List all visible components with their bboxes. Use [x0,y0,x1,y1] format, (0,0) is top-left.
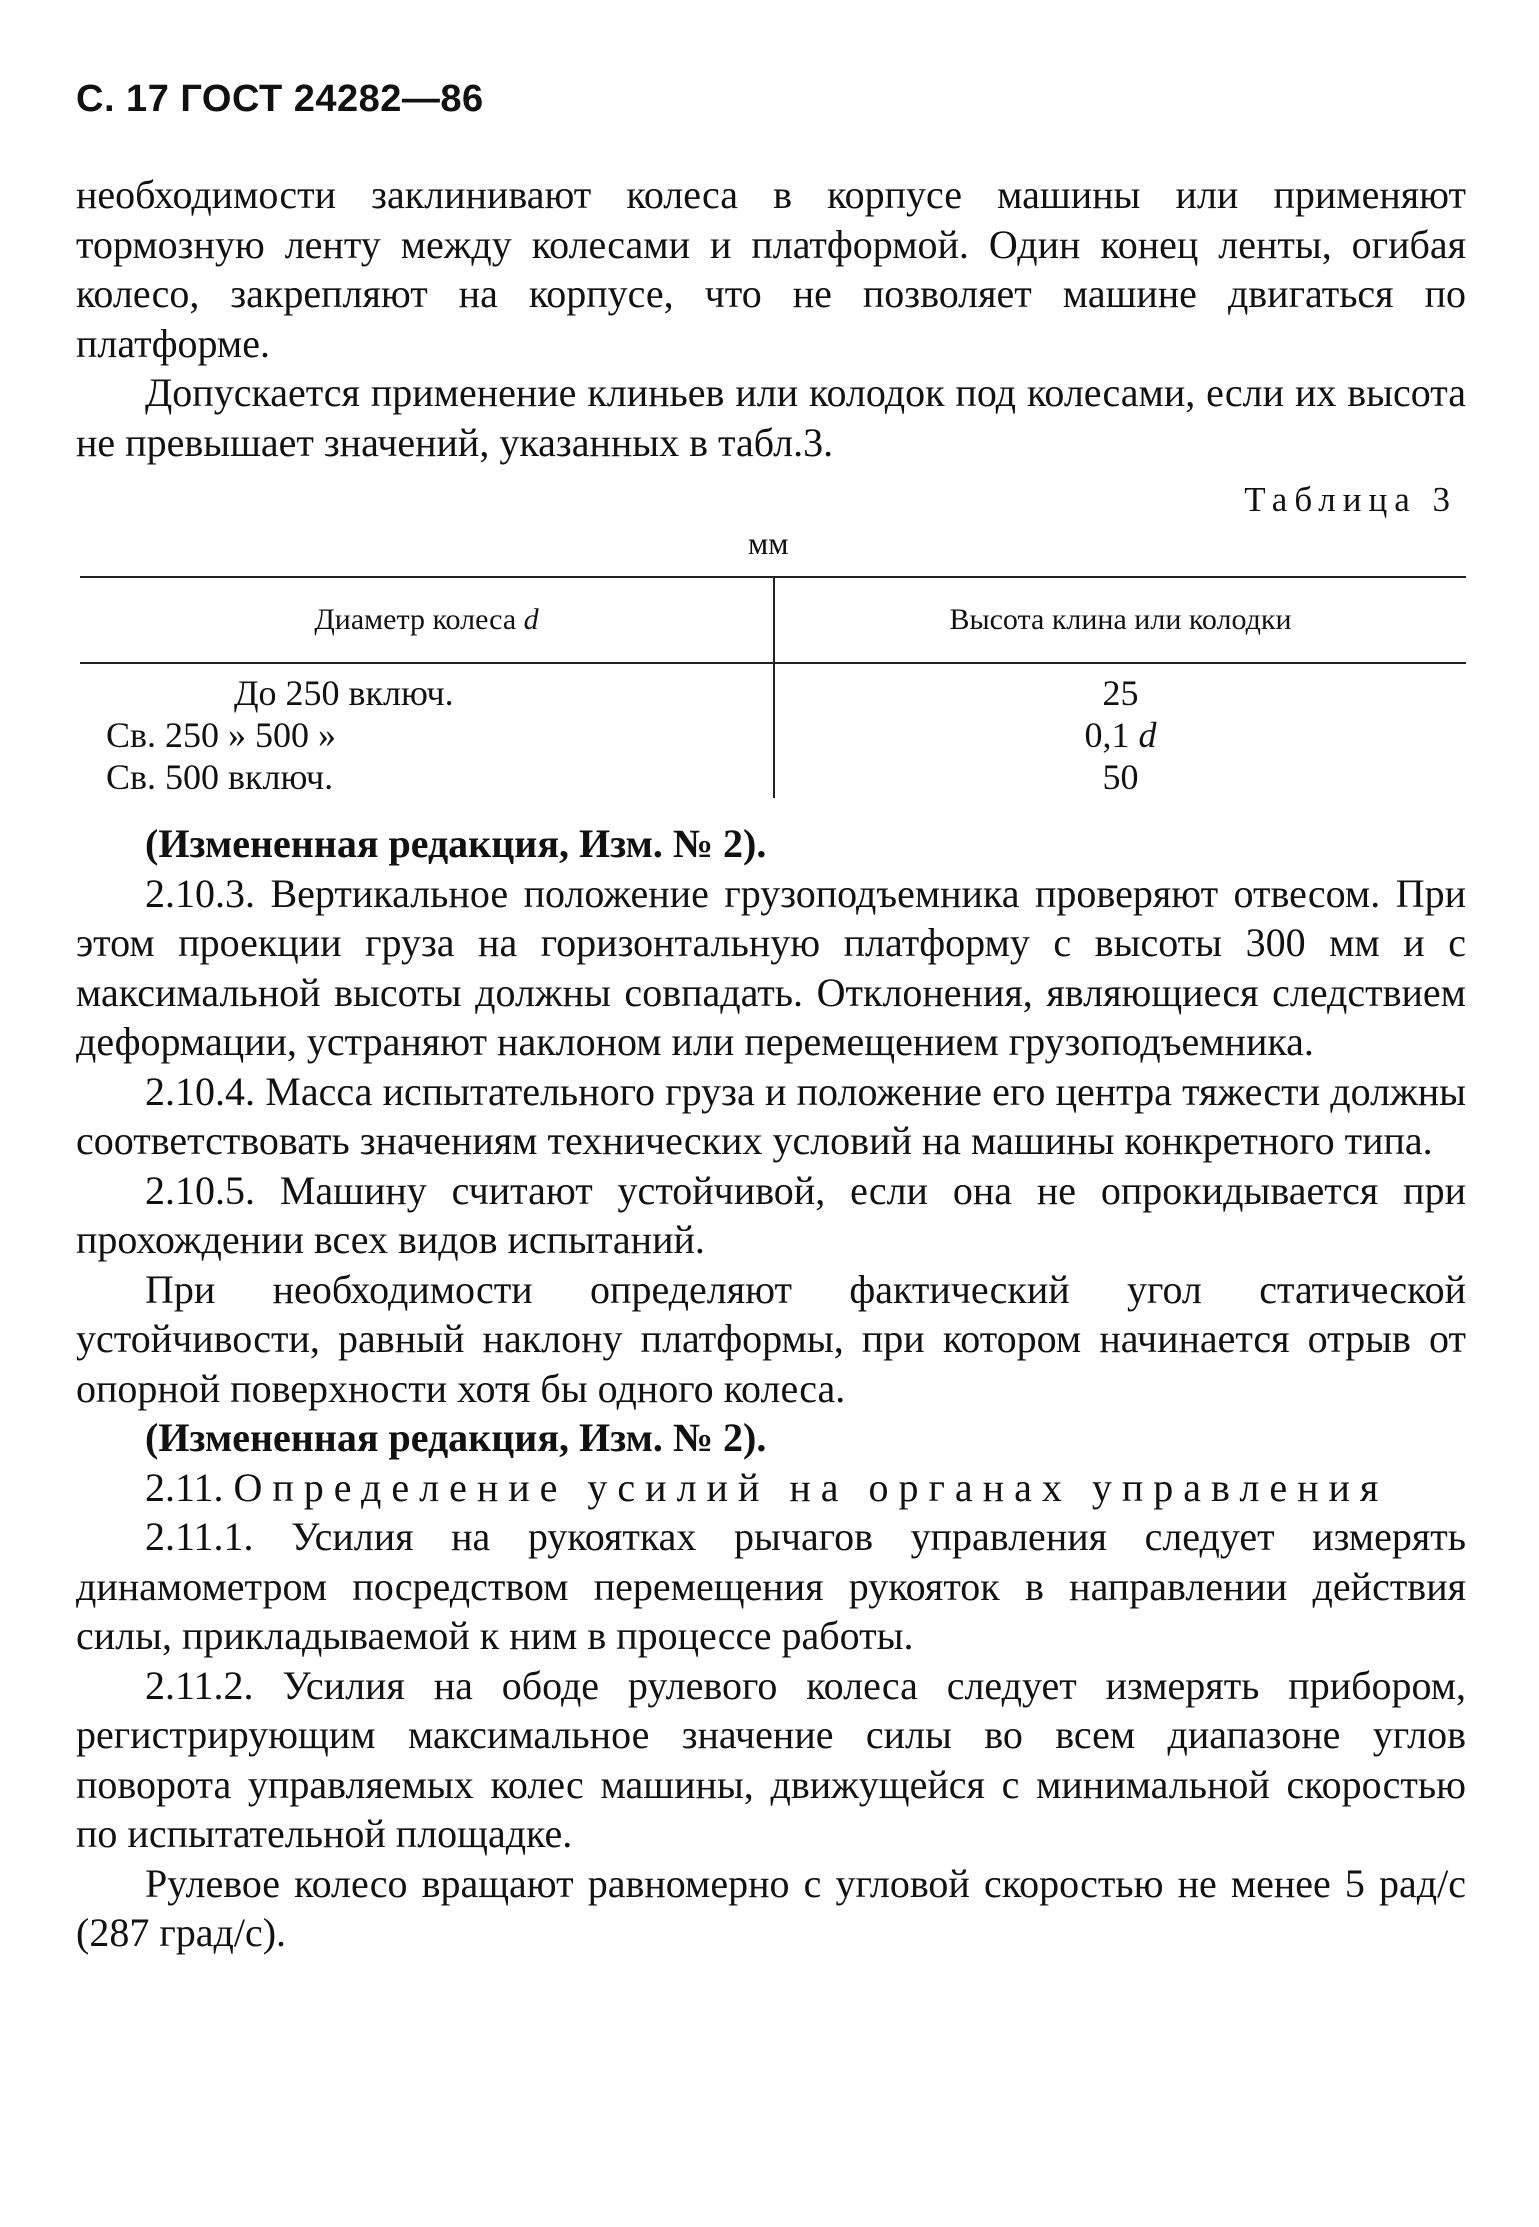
table-label: Таблица 3 [1244,480,1457,519]
main-text [76,819,1466,1958]
heading-number: 2.11. [145,1464,224,1510]
table-3 [80,576,1466,798]
section-heading-2-11 [76,1463,1466,1513]
paragraph-2-10-5: 2.10.5. Машину считают устойчивой, если она не опрокидывается при прохождении всех видов испытаний. [76,1167,1466,1262]
amendment-note: (Измененная редакция, Изм. № 2). [145,1415,767,1460]
cell-height: 50 [1102,757,1139,797]
paragraph-wheel-rotation: Рулевое колесо вращают равномерно с угловой скоростью не менее 5 рад/с (287 град/с). [76,1860,1466,1955]
cell-height: 25 [1102,673,1139,713]
column-header-diameter: Диаметр колеса d [80,577,774,663]
paragraph-wedges-allowed: Допускается применение клиньев или колодок под колесами, если их высота не превышает значений, указанных в табл.3. [76,370,1466,465]
table-header-row [80,577,1466,663]
cell-diameter: Св. 500 включ. [80,756,774,798]
cell-diameter: До 250 включ. [80,672,774,714]
paragraph-2-10-4: 2.10.4. Масса испытательного груза и положение его центра тяжести должны соответствовать значениям технических условий на машины конкретного типа. [76,1068,1466,1163]
table-unit: мм [748,525,789,561]
cell-diameter: Св. 250 » 500 » [80,714,774,756]
table-row [80,714,1466,756]
paragraph-2-10-3: 2.10.3. Вертикальное положение грузоподъемника проверяют отвесом. При этом проекции груза на горизонтальную платформу с высоты 300 мм и с максимальной высоты должны совпадать. Отклонения, являющиеся следствием деформации, устраняют наклоном или перемещением грузоподъемника. [76,870,1466,1064]
cell-height: 0,1 d [1084,715,1157,755]
page-header: С. 17 ГОСТ 24282—86 [76,78,484,120]
heading-text: Определение усилий на органах управления [233,1464,1389,1510]
column-header-height: Высота клина или колодки [774,577,1466,663]
paragraph-wheel-chocking: необходимости заклинивают колеса в корпусе машины или применяют тормозную ленту между колесами и платформой. Один конец ленты, огибая колесо, закрепляют на корпусе, что не позволяет машине двигаться по платформе. [76,172,1466,366]
paragraph-static-stability: При необходимости определяют фактический угол статической устойчивости, равный наклону платформы, при котором начинается отрыв от опорной поверхности хотя бы одного колеса. [76,1266,1466,1411]
amendment-note: (Измененная редакция, Изм. № 2). [145,821,767,866]
table-row [80,756,1466,798]
paragraph-2-11-1: 2.11.1. Усилия на рукоятках рычагов управления следует измерять динамометром посредством перемещения рукояток в направлении действия силы, прикладываемой к ним в процессе работы. [76,1514,1466,1658]
table-row [80,672,1466,714]
paragraph-2-11-2: 2.11.2. Усилия на ободе рулевого колеса следует измерять прибором, регистрирующим максимальное значение силы во всем диапазоне углов поворота управляемых колес машины, движущейся с минимальной скоростью по испытательной площадке. [76,1662,1466,1856]
intro-text [76,170,1466,467]
